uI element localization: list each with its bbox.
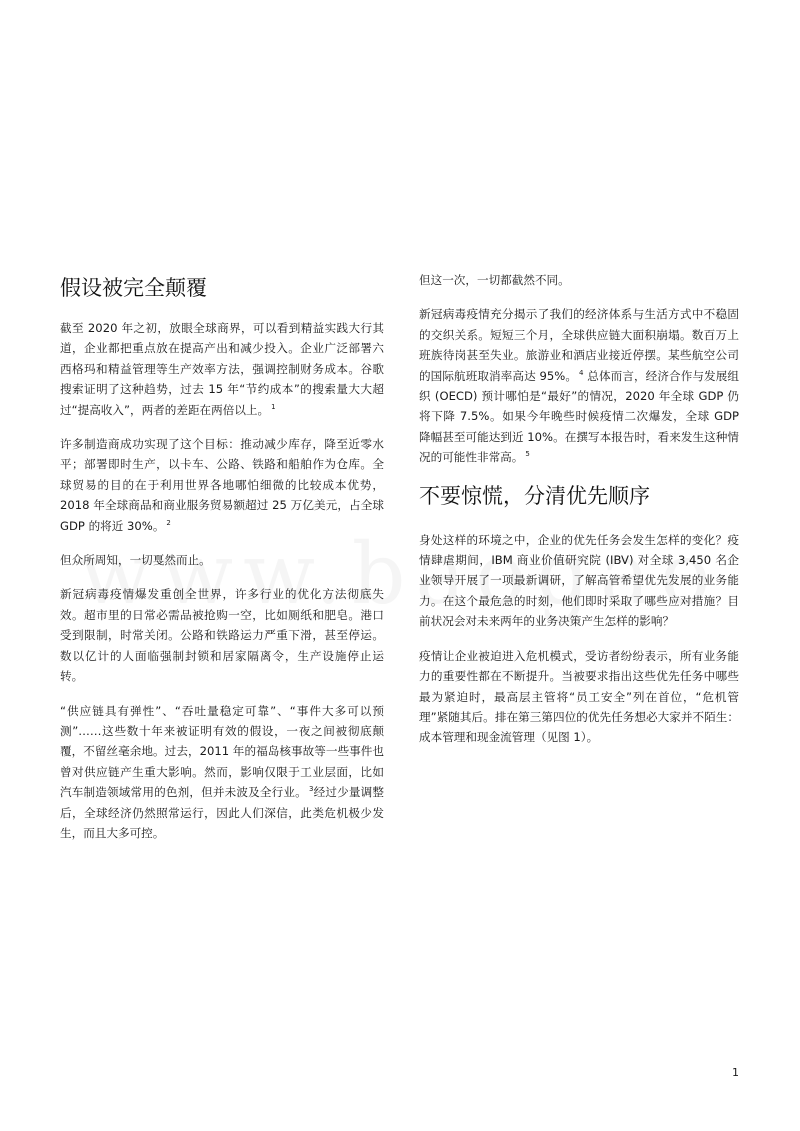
paragraph-text: 疫情让企业被迫进入危机模式，受访者纷纷表示，所有业务能力的重要性都在不断提升。当被要求指出这些优先任务中哪些最为紧迫时，最高层主管将“员工安全”列在首位，“危机管理”紧随其后。排在第三第四位的优先任务想必大家并不陌生：成本管理和现金流管理（见图 1）。: [419, 648, 739, 745]
paragraph-text: 身处这样的环境之中，企业的优先任务会发生怎样的变化？疫情肆虐期间，IBM 商业价值研究院 (IBV) 对全球 3,450 名企业领导开展了一项最新调研，了解高管希望优先发展的业务能力。在这个最危急的时刻，他们即时采取了哪些应对措施？目前状况会对未来两年的业务决策产生怎样的影响？: [419, 532, 739, 629]
section-heading-assumptions: 假设被完全颠覆: [60, 276, 207, 300]
left-column: [60, 270, 384, 857]
paragraph-text: 但众所周知，一切戛然而止。: [60, 553, 211, 568]
footnote-ref: 1: [271, 402, 276, 411]
paragraph: [60, 434, 384, 536]
footnote-ref: 4: [579, 368, 584, 377]
footnote-ref: 3: [308, 785, 314, 794]
paragraph: [419, 530, 739, 632]
paragraph: [60, 584, 384, 686]
paragraph: [419, 646, 739, 748]
paragraph-text: “供应链具有弹性”、“吞吐量稳定可靠”、“事件大多可以预测”……这些数十年来被证明有效的假设，一夜之间被彻底颠覆，不留丝毫余地。过去，2011 年的福岛核事故等一些事件也曾对供应链产生重大影响。然而，影响仅限于工业层面，比如汽车制造领域常用的色剂，但并未波及全行业。: [60, 703, 384, 800]
paragraph: [60, 550, 384, 570]
paragraph: [60, 701, 384, 844]
page-number: 1: [732, 1066, 739, 1079]
paragraph: [419, 270, 739, 290]
paragraph-text: 新冠病毒疫情爆发重创全世界，许多行业的优化方法彻底失效。超市里的日常必需品被抢购一空，比如厕纸和肥皂。港口受到限制，时常关闭。公路和铁路运力严重下滑，甚至停运。数以亿计的人面临强制封锁和居家隔离令，生产设施停止运转。: [60, 587, 384, 684]
paragraph-text-tail: 经过少量调整后，全球经济仍然照常运行，因此人们深信，此类危机极少发生，而且大多可控。: [60, 785, 384, 840]
paragraph-text-tail: 总体而言，经济合作与发展组织 (OECD) 预计哪怕是“最好”的情况，2020 年全球 GDP 仍将下降 7.5%。如果今年晚些时候疫情二次爆发，全球 GDP 降幅甚至可能达到近 10%。在撰写本报告时，看来发生这种情况的可能性非常高。: [419, 368, 739, 465]
section-heading-priorities: 不要惊慌，分清优先顺序: [419, 483, 650, 508]
paragraph: [60, 318, 384, 420]
footnote-ref: 5: [525, 450, 530, 459]
paragraph-text: 截至 2020 年之初，放眼全球商界，可以看到精益实践大行其道，企业都把重点放在提高产出和减少投入。企业广泛部署六西格玛和精益管理等生产效率方法，强调控制财务成本。谷歌搜索证明了这种趋势，过去 15 年“节约成本”的搜索量大大超过“提高收入”，两者的差距在两倍以上。: [60, 321, 384, 417]
paragraph-text: 但这一次，一切都截然不同。: [419, 273, 570, 287]
paragraph-text: 新冠病毒疫情充分揭示了我们的经济体系与生活方式中不稳固的交织关系。短短三个月，全球供应链大面积崩塌。数百万上班族待岗甚至失业。旅游业和酒店业接近停摆。某些航空公司的国际航班取消率高达 95%。: [419, 307, 739, 383]
paragraph-text: 许多制造商成功实现了这个目标：推动减少库存，降至近零水平；部署即时生产，以卡车、公路、铁路和船舶作为仓库。全球贸易的目的在于利用世界各地哪怕细微的比较成本优势，2018 年全球商品和商业服务贸易额超过 25 万亿美元，占全球 GDP 的将近 30%。: [60, 437, 384, 533]
paragraph: [419, 304, 739, 467]
right-column: [419, 270, 739, 762]
footnote-ref: 2: [166, 518, 171, 527]
